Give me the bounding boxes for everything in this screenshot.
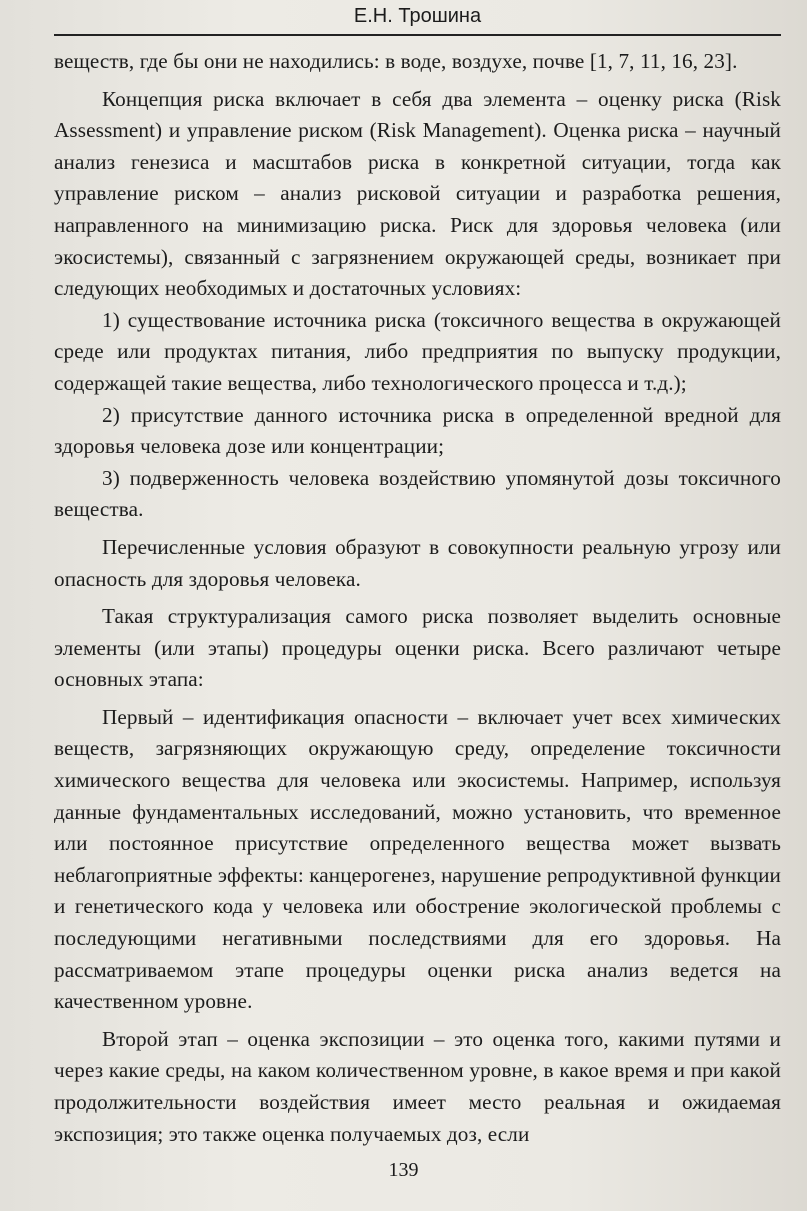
running-head-title: Е.Н. Трошина	[353, 5, 482, 27]
paragraph-condition-1: 1) существование источника риска (токсичного вещества в окружающей среде или продуктах питания, либо предприятия по выпуску продукции, содержащей такие вещества, либо технологического процесса и т.д.);	[54, 307, 781, 395]
paragraph-continuation: веществ, где бы они не находились: в воде, воздухе, почве [1, 7, 11, 16, 23].	[54, 49, 738, 73]
paragraph-stage-2: Второй этап – оценка экспозиции – это оценка того, какими путями и через какие среды, на каком количественном уровне, в какое время и при какой продолжительности воздействия имеет место реальная и ожидаемая экспозиция; это также оценка получаемых доз, если	[54, 1026, 781, 1146]
paragraph-condition-3: 3) подверженность человека воздействию упомянутой дозы токсичного вещества.	[54, 465, 781, 522]
paragraph-condition-2: 2) присутствие данного источника риска в определенной вредной для здоровья человека дозе или концентрации;	[54, 402, 781, 459]
body-text	[54, 46, 781, 1150]
page-number: 139	[388, 1159, 419, 1181]
paragraph-stage-1: Первый – идентификация опасности – включает учет всех химических веществ, загрязняющих окружающую среду, определение токсичности химического вещества для человека или экосистемы. Например, используя данные фундаментальных исследований, можно установить, что временное или постоянное присутствие определенного вещества может вызвать неблагоприятные эффекты: канцерогенез, нарушение репродуктивной функции и генетического кода у человека или обострение экологической проблемы с последующими негативными последствиями для его здоровья. На рассматриваемом этапе процедуры оценки риска анализ ведется на качественном уровне.	[54, 704, 781, 1014]
header-rule	[54, 34, 781, 36]
paragraph-conditions-summary: Перечисленные условия образуют в совокупности реальную угрозу или опасность для здоровья человека.	[54, 534, 781, 591]
paragraph-risk-concept: Концепция риска включает в себя два элемента – оценку риска (Risk Assessment) и управление риском (Risk Management). Оценка риска – научный анализ генезиса и масштабов риска в конкретной ситуации, тогда как управление риском – анализ рисковой ситуации и разработка решения, направленного на минимизацию риска. Риск для здоровья человека (или экосистемы), связанный с загрязнением окружающей среды, возникает при следующих необходимых и достаточных условиях:	[54, 86, 781, 301]
paragraph-structuralization: Такая структурализация самого риска позволяет выделить основные элементы (или этапы) процедуры оценки риска. Всего различают четыре основных этапа:	[54, 604, 781, 692]
